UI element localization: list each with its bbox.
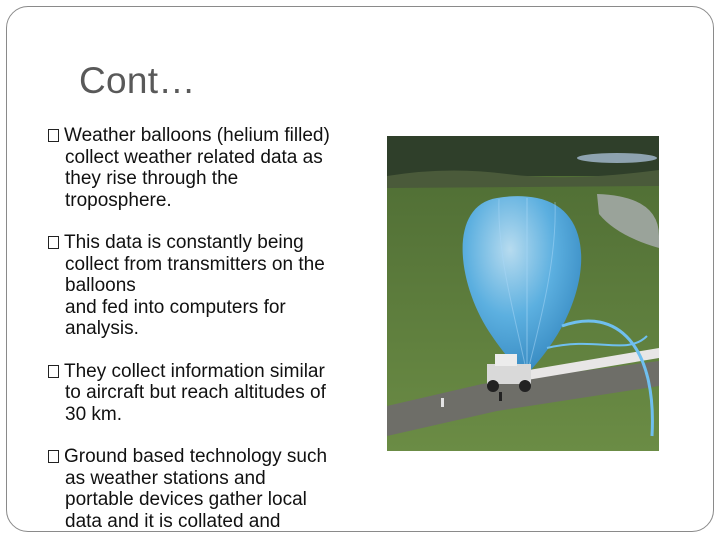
bullet-line: balloons (65, 275, 136, 296)
bullet-line: troposphere. (65, 189, 172, 211)
bullet-item (48, 361, 383, 426)
bullet-line: 30 km. (65, 403, 123, 425)
bullet-item (48, 446, 383, 532)
bullet-list (48, 125, 383, 532)
bullet-line: They collect information similar (64, 360, 325, 382)
bullet-box-icon (48, 450, 59, 463)
bullet-line: Weather balloons (helium filled) (64, 125, 330, 146)
weather-balloon-photo (387, 136, 659, 451)
bullet-line: Ground based technology such (64, 446, 328, 467)
bullet-box-icon (48, 129, 59, 142)
bullet-box-icon (48, 365, 59, 378)
bullet-line: as weather stations and (65, 467, 266, 489)
bullet-line: analysis. (65, 318, 139, 339)
bullet-line: portable devices gather local (65, 489, 307, 510)
bullet-line: collect weather related data as (65, 146, 323, 168)
bullet-box-icon (48, 236, 59, 249)
bullet-line: they rise through the (65, 168, 239, 189)
bullet-line: and fed into computers for (65, 296, 286, 318)
bullet-item (48, 125, 383, 211)
bullet-line: This data is constantly being (64, 232, 304, 253)
bullet-item (48, 232, 383, 340)
slide-title: Cont… (79, 60, 196, 101)
bullet-line: data and it is collated and (65, 510, 281, 532)
bullet-line: to aircraft but reach altitudes of (65, 382, 326, 403)
bullet-line: collect from transmitters on the (65, 253, 325, 275)
